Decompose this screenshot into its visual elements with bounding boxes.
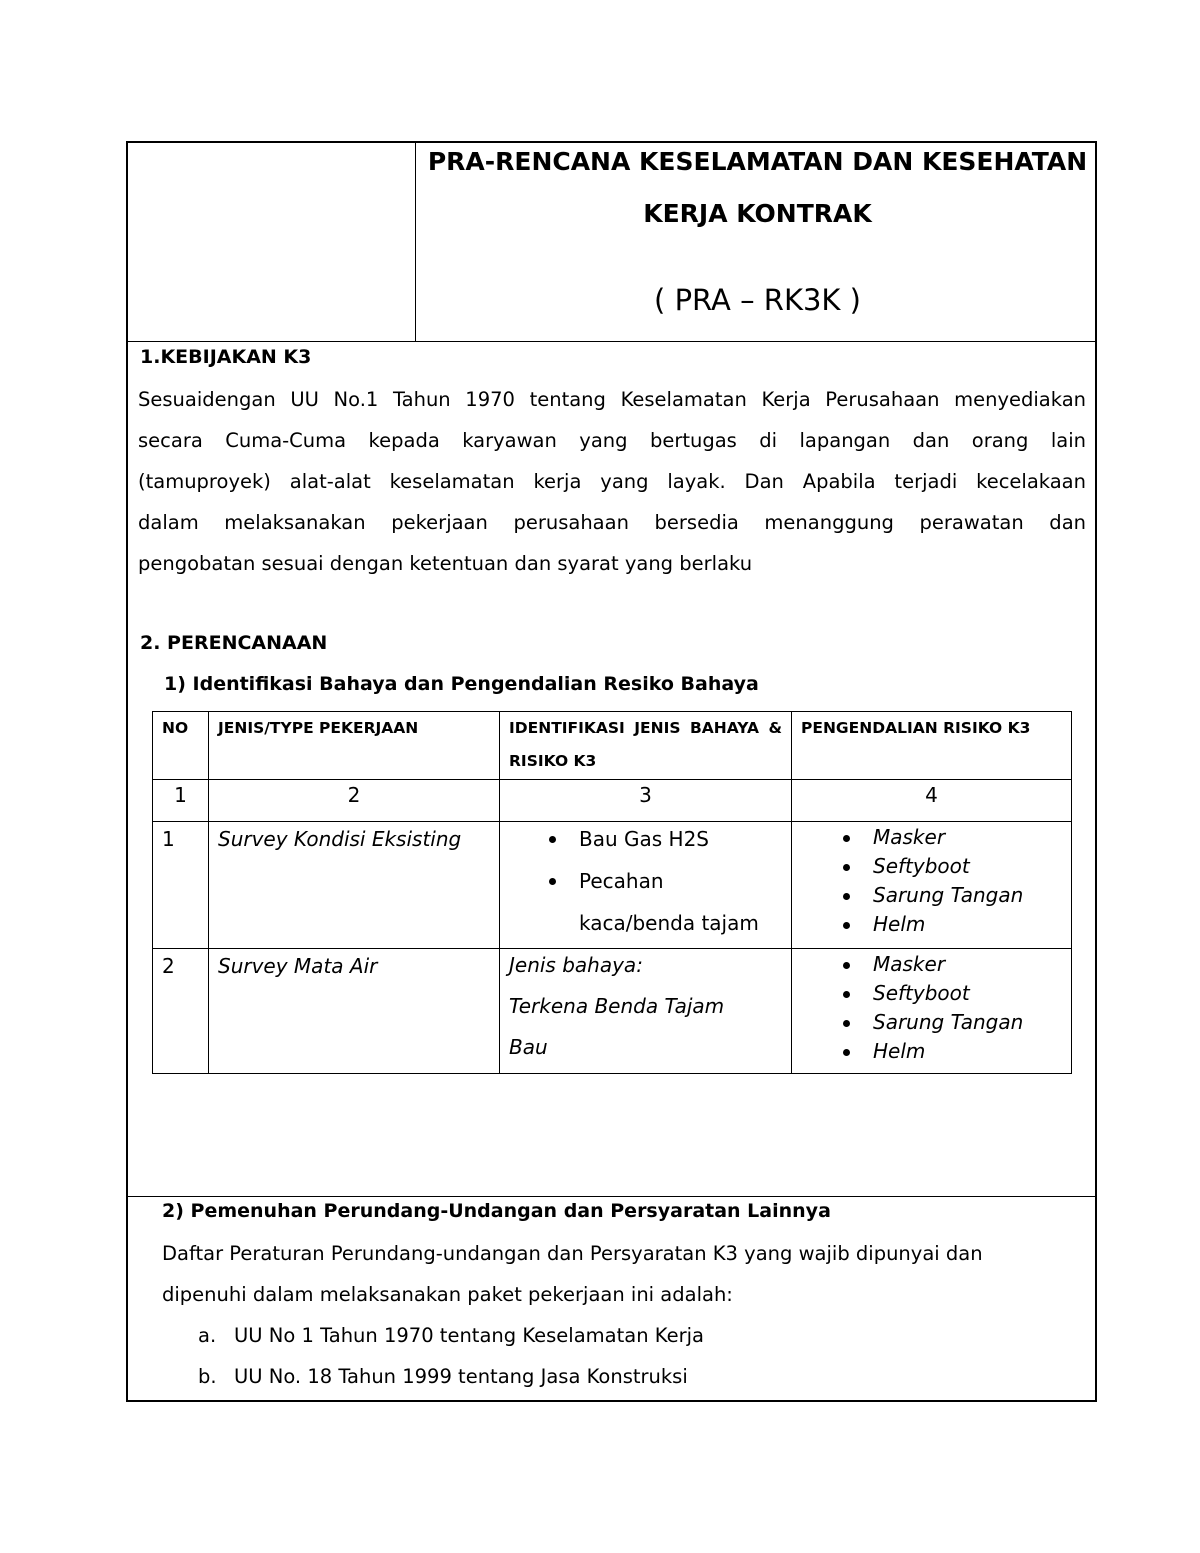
table-cell [209, 949, 500, 1074]
paragraph-line: dalam melaksanakan pekerjaan perusahaan bersedia menanggung perawatan dan [138, 511, 1086, 534]
table-cell [209, 780, 500, 822]
paragraph-line: (tamuproyek) alat-alat keselamatan kerja yang layak. Dan Apabila terjadi kecelakaan [138, 470, 1086, 493]
control-list [801, 822, 1062, 939]
row-pekerjaan: Survey Mata Air [218, 954, 378, 978]
list-item: Masker [873, 823, 1062, 852]
table-cell [153, 780, 209, 822]
hazard-table [152, 711, 1072, 1074]
list-item: Seftyboot [873, 852, 1062, 881]
list-item: Pecahan kaca/benda tajam [579, 860, 782, 944]
section-2-heading: 2. PERENCANAAN [140, 632, 328, 654]
table-cell [500, 780, 792, 822]
header-divider [128, 341, 1095, 342]
column-number: 1 [174, 783, 187, 807]
list-item: Bau Gas H2S [579, 818, 782, 860]
subsection-1-heading: 1) Identifikasi Bahaya dan Pengendalian Resiko Bahaya [164, 673, 759, 695]
section-1-paragraph [138, 379, 1086, 584]
table-cell [500, 822, 792, 949]
intro-line: dipenuhi dalam melaksanakan paket pekerjaan ini adalah: [162, 1283, 733, 1306]
table-header-cell [153, 712, 209, 780]
header-no: NO [162, 719, 189, 737]
list-marker: a. [198, 1324, 217, 1347]
table-header-cell [792, 712, 1072, 780]
table-cell [153, 822, 209, 949]
legal-item-text: UU No. 18 Tahun 1999 tentang Jasa Konstruksi [234, 1365, 688, 1388]
table-header-row [153, 712, 1072, 780]
header-jenis-pekerjaan: JENIS/TYPE PEKERJAAN [218, 719, 419, 737]
table-column-number-row [153, 780, 1072, 822]
table-row [153, 822, 1072, 949]
list-marker: b. [198, 1365, 217, 1388]
paragraph-line: secara Cuma-Cuma kepada karyawan yang bertugas di lapangan dan orang lain [138, 429, 1086, 452]
list-item: Sarung Tangan [873, 1008, 1062, 1037]
list-item: Seftyboot [873, 979, 1062, 1008]
column-number: 4 [925, 783, 938, 807]
row-number: 1 [162, 827, 175, 851]
column-number: 3 [639, 783, 652, 807]
logo-cell [128, 143, 416, 341]
legal-item-text: UU No 1 Tahun 1970 tentang Keselamatan Kerja [234, 1324, 704, 1347]
form-frame [126, 141, 1097, 1402]
row-number: 2 [162, 954, 175, 978]
list-item [198, 1356, 704, 1397]
list-item: Masker [873, 950, 1062, 979]
paragraph-line: pengobatan sesuai dengan ketentuan dan syarat yang berlaku [138, 552, 753, 575]
table-cell [500, 949, 792, 1074]
intro-line: Daftar Peraturan Perundang-undangan dan Persyaratan K3 yang wajib dipunyai dan [162, 1242, 983, 1265]
hazard-text-line: Terkena Benda Tajam [509, 994, 725, 1018]
column-number: 2 [347, 783, 361, 807]
hazard-list [509, 818, 782, 944]
list-item: Helm [873, 1037, 1062, 1066]
list-item: Sarung Tangan [873, 881, 1062, 910]
table-cell [153, 949, 209, 1074]
table-row [153, 949, 1072, 1074]
table-cell [209, 822, 500, 949]
header-title-block [418, 143, 1097, 341]
title-abbreviation: ( PRA – RK3K ) [654, 283, 861, 317]
table-cell [792, 822, 1072, 949]
row-pekerjaan: Survey Kondisi Eksisting [218, 827, 462, 851]
title-line-1: PRA-RENCANA KESELAMATAN DAN KESEHATAN [427, 147, 1088, 176]
header-pengendalian-risiko: PENGENDALIAN RISIKO K3 [801, 719, 1031, 737]
list-item [198, 1315, 704, 1356]
subsection-2-heading: 2) Pemenuhan Perundang-Undangan dan Persyaratan Lainnya [162, 1200, 831, 1222]
list-item: Helm [873, 910, 1062, 939]
subsection-2-intro [162, 1233, 1082, 1315]
title-line-2: KERJA KONTRAK [643, 199, 872, 228]
table-cell [792, 780, 1072, 822]
header-identifikasi-bahaya: IDENTIFIKASI JENIS BAHAYA & RISIKO K3 [509, 719, 782, 770]
legal-list [198, 1315, 704, 1397]
section-1-heading: 1.KEBIJAKAN K3 [140, 346, 312, 368]
hazard-text-line: Jenis bahaya: [509, 953, 643, 977]
paragraph-line: Sesuaidengan UU No.1 Tahun 1970 tentang Keselamatan Kerja Perusahaan menyediakan [138, 388, 1086, 411]
table-cell [792, 949, 1072, 1074]
table-header-cell [500, 712, 792, 780]
section-divider [128, 1196, 1095, 1197]
control-list [801, 949, 1062, 1066]
hazard-text-line: Bau [509, 1035, 548, 1059]
table-header-cell [209, 712, 500, 780]
